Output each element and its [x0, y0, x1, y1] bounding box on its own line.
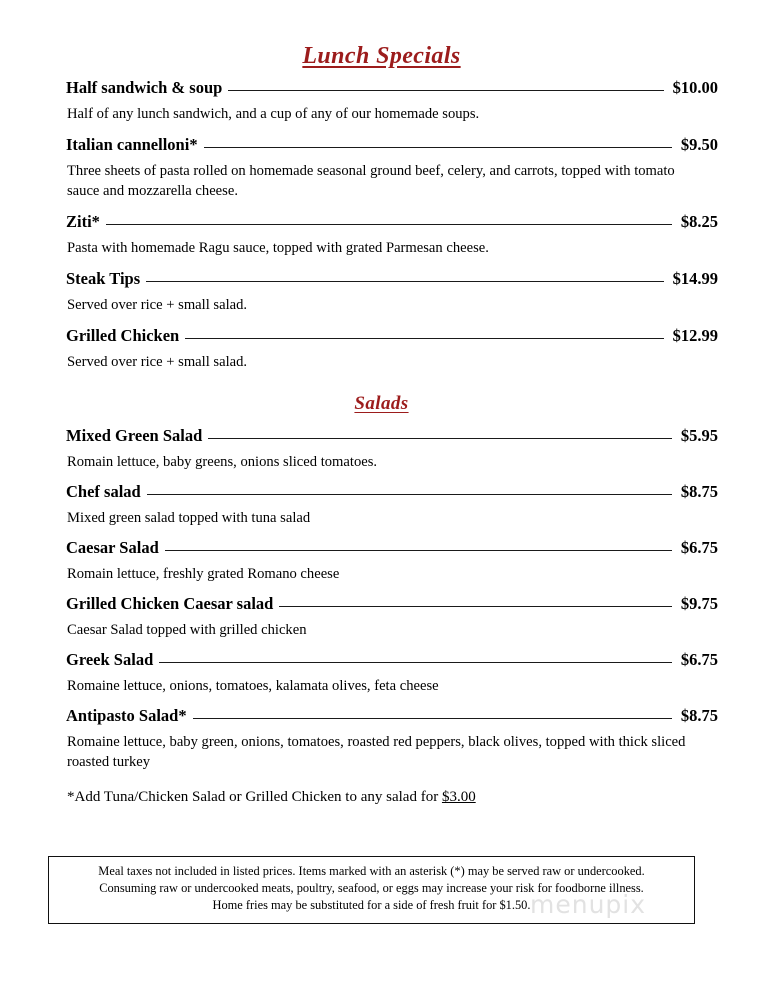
- menu-item: [66, 594, 718, 640]
- menu-item: [66, 78, 718, 124]
- menu-item-name: Half sandwich & soup: [66, 78, 223, 97]
- menu-item-price: $5.95: [680, 426, 718, 445]
- menu-item-description: Pasta with homemade Ragu sauce, topped with grated Parmesan cheese.: [67, 240, 489, 256]
- menu-item-name: Grilled Chicken Caesar salad: [66, 594, 274, 613]
- menu-item-description: Romaine lettuce, onions, tomatoes, kalamata olives, feta cheese: [67, 678, 439, 694]
- menu-item-title-row: [66, 538, 718, 558]
- menu-item-price: $6.75: [680, 538, 718, 557]
- menu-item-description: Half of any lunch sandwich, and a cup of any of our homemade soups.: [67, 106, 480, 122]
- menu-item-title-row: [66, 426, 718, 446]
- menu-item-title-row: [66, 135, 718, 155]
- leader-line: [279, 595, 672, 609]
- section-heading-salads-text: Salads: [354, 393, 409, 414]
- leader-line: [106, 213, 672, 227]
- menu-item-title-row: [66, 594, 718, 614]
- menu-item-name: Antipasto Salad*: [66, 706, 187, 725]
- menu-item-description: Caesar Salad topped with grilled chicken: [67, 622, 307, 638]
- salads-list: [66, 426, 718, 807]
- menu-item: [66, 426, 718, 472]
- menu-item-price: $14.99: [672, 269, 718, 288]
- salad-addon-note: [67, 787, 718, 807]
- menu-item: [66, 650, 718, 696]
- leader-line: [147, 483, 672, 497]
- menu-item-name: Mixed Green Salad: [66, 426, 203, 445]
- menu-item-price: $8.75: [680, 706, 718, 725]
- menu-item: [66, 326, 718, 372]
- section-heading-salads: [0, 393, 763, 414]
- menu-item-price: $9.50: [680, 135, 718, 154]
- leader-line: [185, 327, 663, 341]
- leader-line: [159, 651, 672, 665]
- leader-line: [146, 270, 663, 284]
- leader-line: [204, 136, 672, 150]
- leader-line: [193, 707, 672, 721]
- salad-addon-price: $3.00: [441, 789, 476, 805]
- salad-addon-text: *Add Tuna/Chicken Salad or Grilled Chicken to any salad for: [67, 789, 442, 805]
- menu-item-price: $12.99: [672, 326, 718, 345]
- menu-item-price: $9.75: [680, 594, 718, 613]
- menu-item-name: Italian cannelloni*: [66, 135, 198, 154]
- menu-item-price: $10.00: [672, 78, 718, 97]
- menu-item-price: $8.25: [680, 212, 718, 231]
- menu-item-description: Mixed green salad topped with tuna salad: [67, 510, 311, 526]
- menu-item-name: Grilled Chicken: [66, 326, 180, 345]
- menupix-watermark: menupix: [530, 890, 647, 919]
- menu-item-title-row: [66, 78, 718, 98]
- leader-line: [208, 427, 672, 441]
- disclaimer-box: [48, 856, 695, 924]
- menu-item-title-row: [66, 269, 718, 289]
- menu-item-name: Ziti*: [66, 212, 100, 231]
- menu-item: [66, 135, 718, 201]
- disclaimer-line-2: Consuming raw or undercooked meats, poultry, seafood, or eggs may increase your risk for foodborne illness.: [99, 881, 644, 895]
- section-heading-lunch-specials: [0, 43, 763, 69]
- menu-item-name: Caesar Salad: [66, 538, 159, 557]
- lunch-specials-list: [66, 78, 718, 383]
- menu-item-description: Served over rice + small salad.: [67, 297, 248, 313]
- menu-item-description: Romaine lettuce, baby green, onions, tomatoes, roasted red peppers, black olives, topped with thick sliced roasted turkey: [67, 734, 686, 770]
- menu-item-description: Romain lettuce, freshly grated Romano cheese: [67, 566, 340, 582]
- menu-item-title-row: [66, 650, 718, 670]
- menu-item-title-row: [66, 706, 718, 726]
- menu-item-price: $6.75: [680, 650, 718, 669]
- menu-item-description: Romain lettuce, baby greens, onions sliced tomatoes.: [67, 454, 378, 470]
- menu-item-title-row: [66, 212, 718, 232]
- menu-item-name: Chef salad: [66, 482, 141, 501]
- menu-item-price: $8.75: [680, 482, 718, 501]
- menu-item-name: Greek Salad: [66, 650, 154, 669]
- leader-line: [228, 79, 663, 93]
- menu-item-name: Steak Tips: [66, 269, 141, 288]
- disclaimer-line-3: Home fries may be substituted for a side of fresh fruit for $1.50.: [212, 898, 531, 912]
- menu-item: [66, 482, 718, 528]
- menu-item: [66, 538, 718, 584]
- menu-item: [66, 212, 718, 258]
- menu-item-title-row: [66, 482, 718, 502]
- menu-item-description: Served over rice + small salad.: [67, 354, 248, 370]
- menu-item-description: Three sheets of pasta rolled on homemade seasonal ground beef, celery, and carrots, topped with tomato sauce and mozzarella cheese.: [67, 163, 675, 199]
- disclaimer-line-1: Meal taxes not included in listed prices. Items marked with an asterisk (*) may be served raw or undercooked.: [98, 864, 645, 878]
- menu-item: [66, 269, 718, 315]
- leader-line: [165, 539, 672, 553]
- section-heading-lunch-specials-text: Lunch Specials: [302, 43, 461, 69]
- menu-item: [66, 706, 718, 772]
- menu-item-title-row: [66, 326, 718, 346]
